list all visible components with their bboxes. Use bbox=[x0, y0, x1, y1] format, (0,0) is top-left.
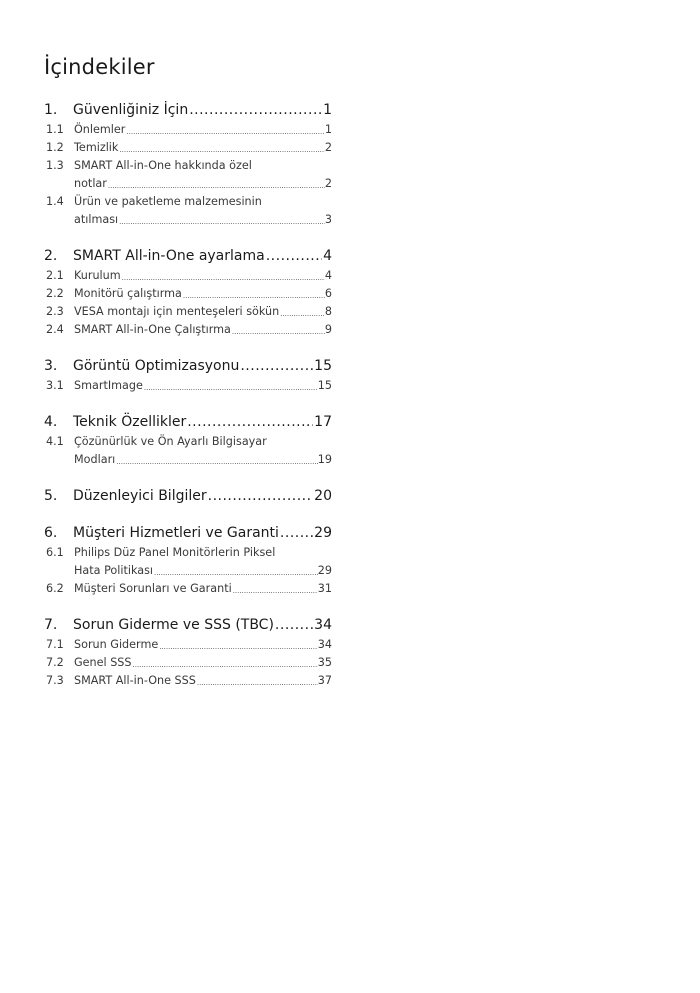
toc-section bbox=[44, 244, 332, 339]
subsection-list bbox=[44, 433, 332, 469]
subsection-title: Modları bbox=[74, 453, 116, 466]
section-page-number: 29 bbox=[314, 525, 332, 541]
subsection-page-number: 15 bbox=[317, 379, 332, 392]
dot-leader bbox=[108, 179, 325, 193]
section-page-number: 15 bbox=[314, 358, 332, 374]
subsection-list bbox=[44, 377, 332, 395]
subsection-page-number: 3 bbox=[324, 213, 332, 226]
subsection-title: atılması bbox=[74, 213, 119, 226]
subsection-page-number: 6 bbox=[324, 287, 332, 300]
section-number: 1. bbox=[44, 102, 58, 118]
toc-subsection-entry[interactable] bbox=[44, 321, 332, 339]
dot-leader bbox=[187, 412, 313, 432]
subsection-number: 7.2 bbox=[46, 656, 64, 669]
dot-leader bbox=[159, 640, 318, 654]
toc-subsection-entry[interactable] bbox=[44, 139, 332, 157]
subsection-title: SmartImage bbox=[74, 379, 143, 392]
dot-leader bbox=[280, 307, 325, 321]
section-page-number: 1 bbox=[323, 102, 332, 118]
subsection-title: Müşteri Sorunları ve Garanti bbox=[74, 582, 232, 595]
dot-leader bbox=[208, 486, 314, 506]
toc-subsection-entry[interactable] bbox=[44, 267, 332, 285]
dot-leader bbox=[266, 246, 322, 266]
toc-section bbox=[44, 521, 332, 598]
subsection-page-number: 34 bbox=[317, 638, 332, 651]
subsection-title: Temizlik bbox=[74, 141, 119, 154]
subsection-page-number: 35 bbox=[317, 656, 332, 669]
subsection-number: 1.4 bbox=[46, 195, 64, 208]
subsection-title: Philips Düz Panel Monitörlerin Piksel bbox=[74, 546, 276, 559]
subsection-list bbox=[44, 544, 332, 598]
subsection-number: 6.1 bbox=[46, 546, 64, 559]
section-title: Teknik Özellikler bbox=[73, 414, 187, 430]
toc-section-entry[interactable] bbox=[44, 98, 332, 120]
subsection-number: 1.3 bbox=[46, 159, 64, 172]
dot-leader bbox=[189, 100, 322, 120]
subsection-number: 2.1 bbox=[46, 269, 64, 282]
section-page-number: 4 bbox=[323, 248, 332, 264]
toc-subsection-entry[interactable] bbox=[44, 285, 332, 303]
toc-subsection-entry[interactable] bbox=[44, 157, 332, 193]
toc-section-entry[interactable] bbox=[44, 244, 332, 266]
toc-section-entry[interactable] bbox=[44, 354, 332, 376]
section-number: 5. bbox=[44, 488, 58, 504]
subsection-page-number: 19 bbox=[317, 453, 332, 466]
section-page-number: 34 bbox=[314, 617, 332, 633]
section-number: 4. bbox=[44, 414, 58, 430]
dot-leader bbox=[119, 143, 324, 157]
section-title: Görüntü Optimizasyonu bbox=[73, 358, 240, 374]
subsection-title: Önlemler bbox=[74, 123, 126, 136]
page-title: İçindekiler bbox=[44, 55, 155, 79]
section-number: 2. bbox=[44, 248, 58, 264]
section-title: Sorun Giderme ve SSS (TBC) bbox=[73, 617, 274, 633]
dot-leader bbox=[122, 271, 325, 285]
subsection-page-number: 9 bbox=[324, 323, 332, 336]
dot-leader bbox=[119, 215, 325, 229]
subsection-number: 3.1 bbox=[46, 379, 64, 392]
subsection-number: 2.4 bbox=[46, 323, 64, 336]
subsection-title: Ürün ve paketleme malzemesinin bbox=[74, 195, 262, 208]
dot-leader bbox=[144, 381, 318, 395]
dot-leader bbox=[275, 615, 313, 635]
subsection-number: 2.3 bbox=[46, 305, 64, 318]
dot-leader bbox=[280, 523, 313, 543]
subsection-title: SMART All-in-One hakkında özel bbox=[74, 159, 252, 172]
toc-subsection-entry[interactable] bbox=[44, 580, 332, 598]
toc-subsection-entry[interactable] bbox=[44, 672, 332, 690]
toc-section-entry[interactable] bbox=[44, 410, 332, 432]
toc-subsection-entry[interactable] bbox=[44, 193, 332, 229]
subsection-number: 7.1 bbox=[46, 638, 64, 651]
subsection-number: 2.2 bbox=[46, 287, 64, 300]
subsection-page-number: 31 bbox=[317, 582, 332, 595]
dot-leader bbox=[233, 584, 318, 598]
dot-leader bbox=[116, 455, 317, 469]
toc-section bbox=[44, 354, 332, 395]
subsection-list bbox=[44, 267, 332, 339]
section-title: SMART All-in-One ayarlama bbox=[73, 248, 265, 264]
subsection-title: notlar bbox=[74, 177, 107, 190]
toc-subsection-entry[interactable] bbox=[44, 654, 332, 672]
dot-leader bbox=[232, 325, 325, 339]
subsection-title: SMART All-in-One SSS bbox=[74, 674, 196, 687]
section-page-number: 20 bbox=[314, 488, 332, 504]
toc-subsection-entry[interactable] bbox=[44, 433, 332, 469]
subsection-number: 1.1 bbox=[46, 123, 64, 136]
subsection-number: 1.2 bbox=[46, 141, 64, 154]
dot-leader bbox=[126, 125, 324, 139]
subsection-page-number: 29 bbox=[317, 564, 332, 577]
subsection-title: Genel SSS bbox=[74, 656, 132, 669]
subsection-title: Hata Politikası bbox=[74, 564, 154, 577]
dot-leader bbox=[133, 658, 318, 672]
toc-section-entry[interactable] bbox=[44, 521, 332, 543]
toc-section bbox=[44, 410, 332, 469]
section-number: 3. bbox=[44, 358, 58, 374]
subsection-title: Monitörü çalıştırma bbox=[74, 287, 182, 300]
table-of-contents bbox=[44, 98, 332, 705]
section-number: 7. bbox=[44, 617, 58, 633]
section-page-number: 17 bbox=[314, 414, 332, 430]
subsection-number: 7.3 bbox=[46, 674, 64, 687]
toc-subsection-entry[interactable] bbox=[44, 303, 332, 321]
dot-leader bbox=[183, 289, 325, 303]
toc-subsection-entry[interactable] bbox=[44, 377, 332, 395]
subsection-number: 6.2 bbox=[46, 582, 64, 595]
section-title: Güvenliğiniz İçin bbox=[73, 102, 189, 118]
toc-section-entry[interactable] bbox=[44, 484, 332, 506]
dot-leader bbox=[154, 566, 318, 580]
subsection-title: Sorun Giderme bbox=[74, 638, 159, 651]
subsection-page-number: 1 bbox=[324, 123, 332, 136]
toc-section bbox=[44, 613, 332, 690]
dot-leader bbox=[197, 676, 318, 690]
subsection-page-number: 37 bbox=[317, 674, 332, 687]
subsection-page-number: 4 bbox=[324, 269, 332, 282]
toc-subsection-entry[interactable] bbox=[44, 121, 332, 139]
subsection-title: SMART All-in-One Çalıştırma bbox=[74, 323, 231, 336]
section-number: 6. bbox=[44, 525, 58, 541]
section-title: Düzenleyici Bilgiler bbox=[73, 488, 207, 504]
subsection-page-number: 2 bbox=[324, 141, 332, 154]
subsection-page-number: 8 bbox=[324, 305, 332, 318]
toc-subsection-entry[interactable] bbox=[44, 636, 332, 654]
subsection-title: Çözünürlük ve Ön Ayarlı Bilgisayar bbox=[74, 435, 267, 448]
section-title: Müşteri Hizmetleri ve Garanti bbox=[73, 525, 279, 541]
subsection-title: Kurulum bbox=[74, 269, 121, 282]
subsection-list bbox=[44, 121, 332, 229]
toc-section-entry[interactable] bbox=[44, 613, 332, 635]
subsection-title: VESA montajı için menteşeleri sökün bbox=[74, 305, 280, 318]
toc-subsection-entry[interactable] bbox=[44, 544, 332, 580]
dot-leader bbox=[240, 356, 313, 376]
toc-section bbox=[44, 98, 332, 229]
subsection-page-number: 2 bbox=[324, 177, 332, 190]
subsection-list bbox=[44, 636, 332, 690]
subsection-number: 4.1 bbox=[46, 435, 64, 448]
toc-section bbox=[44, 484, 332, 506]
